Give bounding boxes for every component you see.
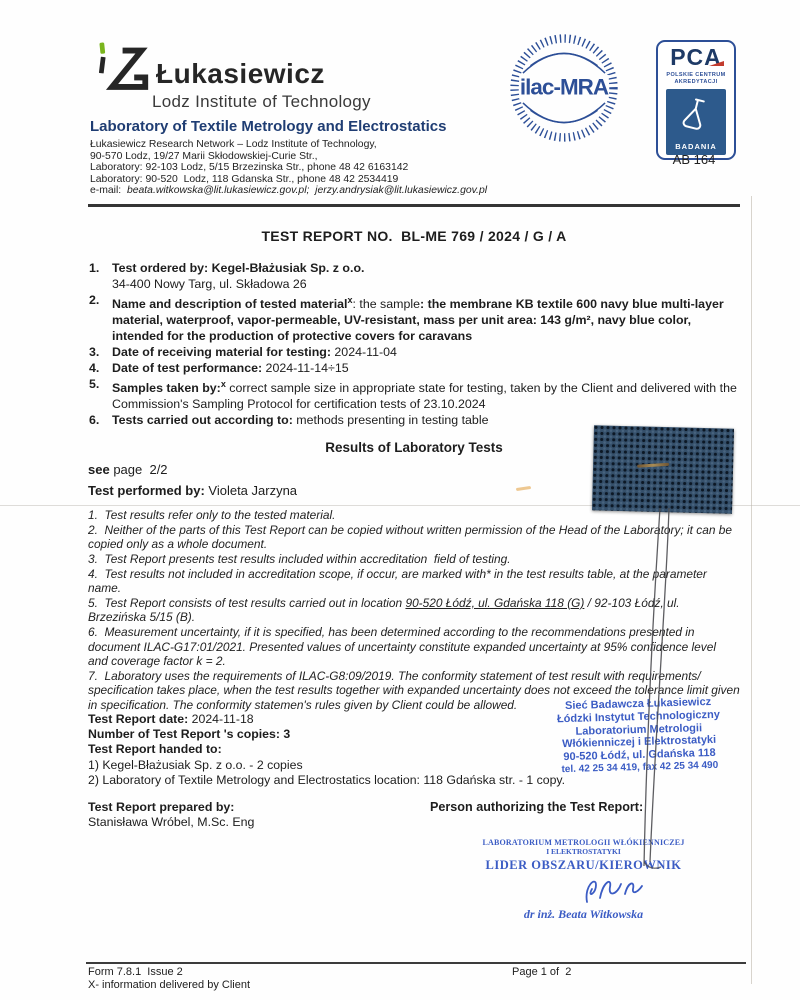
- handed-to-label: Test Report handed to:: [88, 742, 222, 757]
- report-item-4: [88, 360, 740, 376]
- footer-page-number: Page 1 of 2: [512, 966, 572, 978]
- stamp-line: LIDER OBSZARU/KIEROWNIK: [485, 858, 682, 872]
- report-item-1: [88, 260, 740, 292]
- flask-icon: [680, 97, 712, 135]
- stamp-line: I ELEKTROSTATYKI: [546, 847, 621, 856]
- pca-abbr: [670, 46, 722, 68]
- report-date-value: 2024-11-18: [188, 712, 254, 726]
- ilac-mra-logo: [508, 32, 620, 144]
- pca-badania-label: BADANIA: [675, 142, 717, 151]
- report-date-line: [88, 712, 565, 727]
- ilac-mra-text: ilac-MRA: [519, 74, 609, 100]
- lukasiewicz-logo-icon: [92, 32, 150, 106]
- note-item: [88, 596, 740, 625]
- item-value: correct sample size in appropriate state for testing, taken by the Client and delivered with the Commission's Sampling Protocol for certification tests of 23.10.2024: [112, 381, 741, 412]
- stamp-line: LABORATORIUM METROLOGII WŁÓKIENNICZEJ: [482, 838, 685, 847]
- header-divider: [88, 204, 740, 207]
- copies-line: Number of Test Report 's copies: 3: [88, 727, 291, 742]
- note-text: / 92-103 Łódź, ul. Brzezińska 5/15 (B).: [88, 595, 683, 625]
- report-title: TEST REPORT NO. BL-ME 769 / 2024 / G / A: [261, 228, 567, 244]
- footer-divider: [86, 962, 746, 964]
- address-line: 90-570 Lodz, 19/27 Marii Skłodowskiej-Curie Str.,: [90, 151, 318, 162]
- email-line: [90, 185, 487, 196]
- note-location-underlined: 90-520 Łódź, ul. Gdańska 118 (G): [405, 595, 585, 610]
- report-items: [88, 260, 740, 428]
- pca-badania-box: [666, 89, 726, 155]
- item-value-bold: : the membrane KB textile 600 navy blue multi-layer material, waterproof, vapor-permeable, UV-resistant, mass per unit area: 143 g/m², navy blue color, intended for the production of protective covers for caravans: [112, 297, 728, 344]
- stamp-line: Łódzki Instytut Technologiczny: [556, 708, 721, 726]
- pca-line2: AKREDYTACJI: [674, 78, 718, 85]
- laboratory-title: Laboratory of Textile Metrology and Electrostatics: [90, 118, 447, 135]
- performed-name: Violeta Jarzyna: [204, 483, 298, 499]
- item-value: 2024-11-04: [330, 345, 397, 360]
- note-item: 3. Test Report presents test results included within accreditation field of testing.: [88, 552, 511, 567]
- pca-logo: [656, 40, 736, 160]
- report-meta: [88, 712, 565, 788]
- address-line: Laboratory: 90-520 Lodz, 118 Gdanska Str., phone 48 42 2534419: [90, 174, 399, 185]
- footer-footnote: X- information delivered by Client: [88, 979, 251, 991]
- see-value: page 2/2: [109, 462, 168, 478]
- stamp-line: tel. 42 25 34 419, fax 42 25 34 490: [561, 759, 719, 776]
- report-date-label: Test Report date:: [88, 712, 189, 726]
- item-number: 3.: [89, 345, 100, 360]
- report-item-3: [88, 344, 740, 360]
- note-item: 6. Measurement uncertainty, if it is specified, has been determined according to the recommendations presented in document ILAC-G17:01/2021. Presented values of uncertainty constitute expanded uncertainty at 95% confidence level and coverage factor k = 2.: [88, 625, 723, 669]
- stamp-line: Włókienniczej i Elektrostatyki: [561, 734, 717, 751]
- footer-form-number: Form 7.8.1 Issue 2: [88, 966, 183, 978]
- fabric-staple-mark: [637, 463, 669, 468]
- notes-section: [88, 508, 744, 712]
- item-label: Date of receiving material for testing:: [112, 345, 331, 360]
- note-item: 1. Test results refer only to the tested material.: [88, 508, 336, 523]
- signature: [583, 874, 645, 906]
- email-addresses: beata.witkowska@lit.lukasiewicz.gov.pl; jerzy.andrysiak@lit.lukasiewicz.gov.pl: [126, 185, 488, 196]
- item-number: 1.: [89, 261, 100, 275]
- item-label: Date of test performance:: [112, 361, 263, 376]
- footnote-mark: x: [220, 379, 226, 390]
- item-value: methods presenting in testing table: [292, 413, 489, 428]
- handed-to-2: 2) Laboratory of Textile Metrology and Electrostatics location: 118 Gdańska str. - 1 copy.: [88, 772, 566, 787]
- stamp-line: Laboratorium Metrologii: [575, 721, 703, 738]
- address-line: Łukasiewicz Research Network – Lodz Institute of Technology,: [90, 139, 377, 150]
- pca-abbr-text: PCA: [670, 44, 722, 70]
- note-item: 2. Neither of the parts of this Test Report can be copied without written permission of the Head of the Laboratory; it can be copied only as a whole document.: [88, 522, 736, 552]
- item-label: Tests carried out according to:: [112, 413, 293, 428]
- item-value: 2024-11-14÷15: [262, 361, 349, 376]
- authorization-stamp: [476, 838, 691, 922]
- item-number: 2.: [89, 293, 100, 307]
- results-heading: Results of Laboratory Tests: [325, 440, 503, 456]
- address-line: Laboratory: 92-103 Lodz, 5/15 Brzezinska Str., phone 48 42 6163142: [90, 162, 409, 173]
- item-value: : the sample: [352, 297, 420, 312]
- stamp-line: 90-520 Łódź, ul. Gdańska 118: [563, 747, 716, 764]
- handed-to-1: 1) Kegel-Błażusiak Sp. z o.o. - 2 copies: [88, 757, 303, 772]
- email-label: e-mail:: [90, 185, 127, 196]
- note-item: 7. Laboratory uses the requirements of ILAC-G8:09/2019. The conformity statement of test result with requirements/ specification takes place, when the test results together with expanded uncertainty does not exceed the tolerance limit given in specification. The conformity statemen's rules given by Client could be allowed.: [88, 668, 744, 712]
- fabric-sample: [592, 425, 734, 513]
- laboratory-address-stamp: [527, 695, 751, 778]
- pca-line1: POLSKIE CENTRUM: [666, 72, 726, 78]
- performed-label: Test performed by:: [88, 483, 205, 499]
- item-value: 34-400 Nowy Targ, ul. Składowa 26: [112, 277, 307, 291]
- note-item: 4. Test results not included in accreditation scope, if occur, are marked with* in the test results table, at the parameter name.: [88, 566, 711, 596]
- report-item-5: [88, 376, 740, 412]
- authorizing-name: dr inż. Beata Witkowska: [523, 907, 644, 921]
- see-label: see: [88, 462, 110, 478]
- prepared-by-block: [88, 800, 254, 830]
- item-label: Test ordered by: Kegel-Błażusiak Sp. z o.o.: [112, 261, 365, 275]
- scan-edge-line: [751, 196, 752, 984]
- item-label: Samples taken by:: [112, 381, 221, 396]
- prepared-by-label: Test Report prepared by:: [88, 800, 235, 814]
- brand-name: Łukasiewicz: [156, 58, 325, 89]
- item-label: Name and description of tested material: [112, 297, 348, 312]
- pca-red-accent-icon: [709, 61, 724, 66]
- pca-subtitle: [660, 72, 732, 85]
- stamp-line: Sieć Badawcza Łukasiewicz: [564, 695, 712, 713]
- authorizing-label: Person authorizing the Test Report:: [430, 800, 644, 814]
- item-number: 4.: [89, 361, 100, 376]
- brand-subtitle: Lodz Institute of Technology: [152, 92, 371, 111]
- accreditation-number: AB 164: [672, 152, 716, 167]
- report-item-2: [88, 292, 740, 344]
- item-number: 5.: [89, 377, 100, 392]
- prepared-by-name: Stanisława Wróbel, M.Sc. Eng: [88, 815, 255, 829]
- footnote-mark: x: [347, 295, 353, 305]
- item-number: 6.: [89, 413, 100, 428]
- note-text: 5. Test Report consists of test results carried out in location: [88, 595, 406, 610]
